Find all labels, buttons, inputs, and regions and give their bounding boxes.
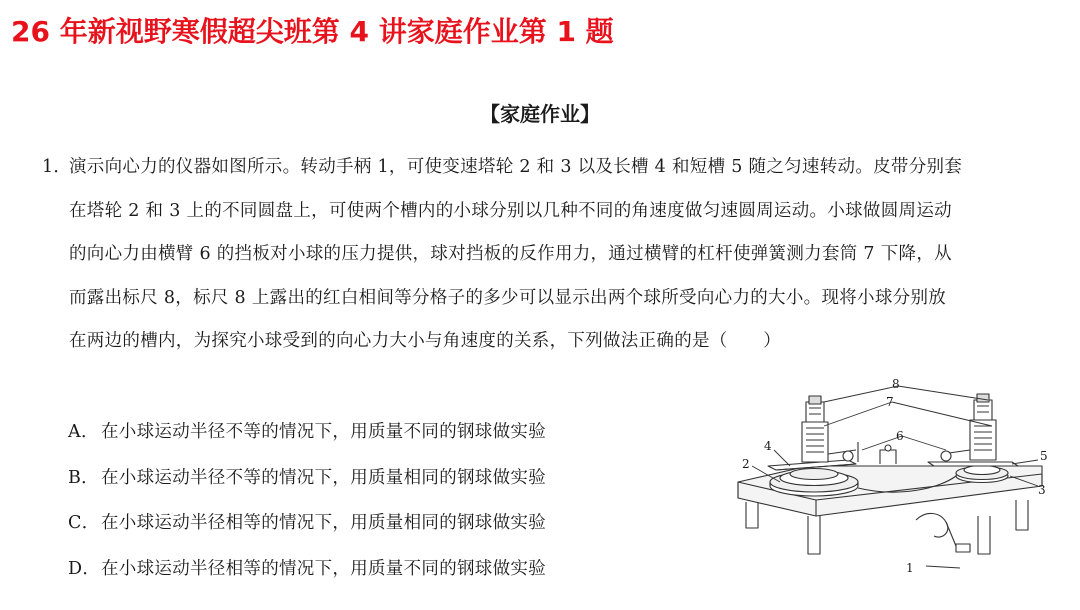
cross-arm-left — [828, 442, 858, 462]
label-handle: 1 — [906, 561, 914, 575]
question-line: 在塔轮 2 和 3 上的不同圆盘上，可使两个槽内的小球分别以几种不同的角速度做匀速圆周运动。小球做圆周运动 — [69, 200, 952, 221]
crank-handle — [916, 513, 970, 552]
label-tower-wheel-right: 3 — [1038, 483, 1046, 497]
option-b[interactable] — [68, 456, 668, 502]
option-key: B． — [68, 467, 99, 488]
option-c[interactable] — [68, 501, 668, 547]
apparatus-diagram — [720, 370, 1060, 585]
option-text: 在小球运动半径相等的情况下，用质量不同的钢球做实验 — [101, 558, 546, 579]
left-sleeve — [802, 396, 828, 462]
label-sleeve: 7 — [886, 395, 894, 409]
centripetal-force-apparatus-figure — [720, 370, 1060, 585]
question-stem — [42, 146, 1042, 364]
option-key: A． — [68, 422, 99, 442]
page-title: 26 年新视野寒假超尖班第 4 讲家庭作业第 1 题 — [11, 15, 614, 48]
option-text: 在小球运动半径不等的情况下，用质量相同的钢球做实验 — [101, 467, 546, 488]
question-number: 1． — [42, 157, 72, 177]
label-short-groove: 5 — [1040, 449, 1048, 463]
cross-arm-center — [880, 445, 896, 464]
label-long-groove: 4 — [764, 439, 772, 453]
question-line: 而露出标尺 8，标尺 8 上露出的红白相间等分格子的多少可以显示出两个球所受向心力的大小。现将小球分别放 — [69, 287, 947, 308]
question-line — [42, 146, 1042, 190]
question-line: 的向心力由横臂 6 的挡板对小球的压力提供，球对挡板的反作用力，通过横臂的杠杆使弹簧测力套筒 7 下降，从 — [69, 244, 952, 264]
option-text: 在小球运动半径不等的情况下，用质量不同的钢球做实验 — [101, 422, 546, 442]
question-text: 演示向心力的仪器如图所示。转动手柄 1，可使变速塔轮 2 和 3 以及长槽 4 和短槽 5 随之匀速转动。皮带分别套 — [69, 157, 963, 177]
cross-arm-right — [941, 450, 970, 461]
right-tower-wheel — [956, 466, 1008, 483]
label-cross-arm: 6 — [896, 429, 904, 443]
option-key: C． — [68, 513, 100, 533]
question-line: 在两边的槽内，为探究小球受到的向心力大小与角速度的关系，下列做法正确的是（ ） — [69, 331, 781, 351]
option-a[interactable] — [68, 410, 668, 456]
option-text: 在小球运动半径相等的情况下，用质量相同的钢球做实验 — [101, 513, 546, 533]
answer-options — [68, 410, 668, 592]
right-sleeve — [970, 394, 996, 460]
option-key: D． — [68, 558, 101, 579]
label-tower-wheel-left: 2 — [742, 457, 750, 471]
label-scale: 8 — [892, 377, 900, 391]
section-heading: 【家庭作业】 — [480, 102, 600, 126]
short-groove — [928, 462, 1018, 466]
option-d[interactable] — [68, 547, 668, 593]
